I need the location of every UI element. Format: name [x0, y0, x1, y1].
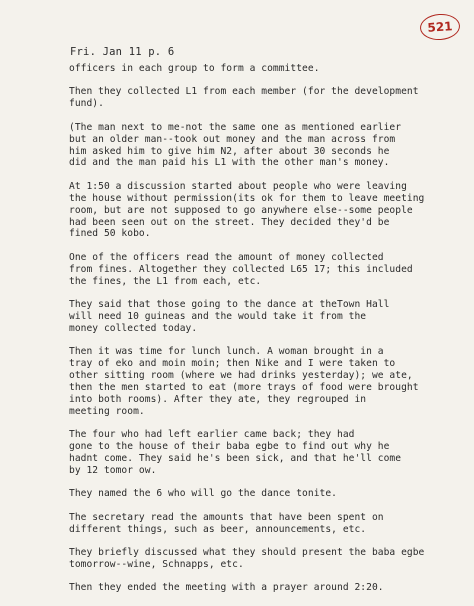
paragraph: One of the officers read the amount of money collected from fines. Altogether they collected L65 17; this included the fines, the L1 from each, etc.	[69, 251, 413, 287]
page-header: Fri. Jan 11 p. 6	[70, 46, 175, 58]
paragraph: The four who had left earlier came back; they had gone to the house of their baba egbe to find out why he hadnt come. They said he's been sick, and that he'll come by 12 tomor ow.	[69, 429, 402, 476]
paragraph: Then they ended the meeting with a prayer around 2:20.	[69, 582, 384, 594]
paragraph: Then it was time for lunch lunch. A woman brought in a tray of eko and moin moin; then Nike and I were taken to other sitting room (where we had drinks yesterday); we ate, then the men started to eat (more trays of food were brought into both rooms). After they ate, they regrouped in meeting room.	[69, 346, 419, 417]
paragraph: At 1:50 a discussion started about people who were leaving the house without permission(its ok for them to leave meeting room, but are not supposed to go anywhere else--some people had been seen out on the street. They decided they'd be fined 50 kobo.	[69, 180, 425, 240]
page-number-stamp: 521	[419, 13, 461, 42]
paragraph: (The man next to me-not the same one as mentioned earlier but an older man--took out money and the man across from him asked him to give him N2, after about 30 seconds he did and the man paid his L1 with the other man's money.	[69, 121, 402, 169]
paragraph: officers in each group to form a committee.	[69, 63, 320, 74]
paragraph: They said that those going to the dance at theTown Hall will need 10 guineas and the would take it from the money collected today.	[69, 299, 390, 334]
paragraph: The secretary read the amounts that have been spent on different things, such as beer, announcements, etc.	[69, 511, 384, 535]
paragraph: They named the 6 who will go the dance tonite.	[69, 488, 337, 500]
paragraph: Then they collected L1 from each member (for the development fund).	[69, 86, 419, 110]
paragraph: They briefly discussed what they should present the baba egbe tomorrow--wine, Schnapps, etc.	[69, 547, 425, 570]
page-body	[69, 63, 449, 606]
